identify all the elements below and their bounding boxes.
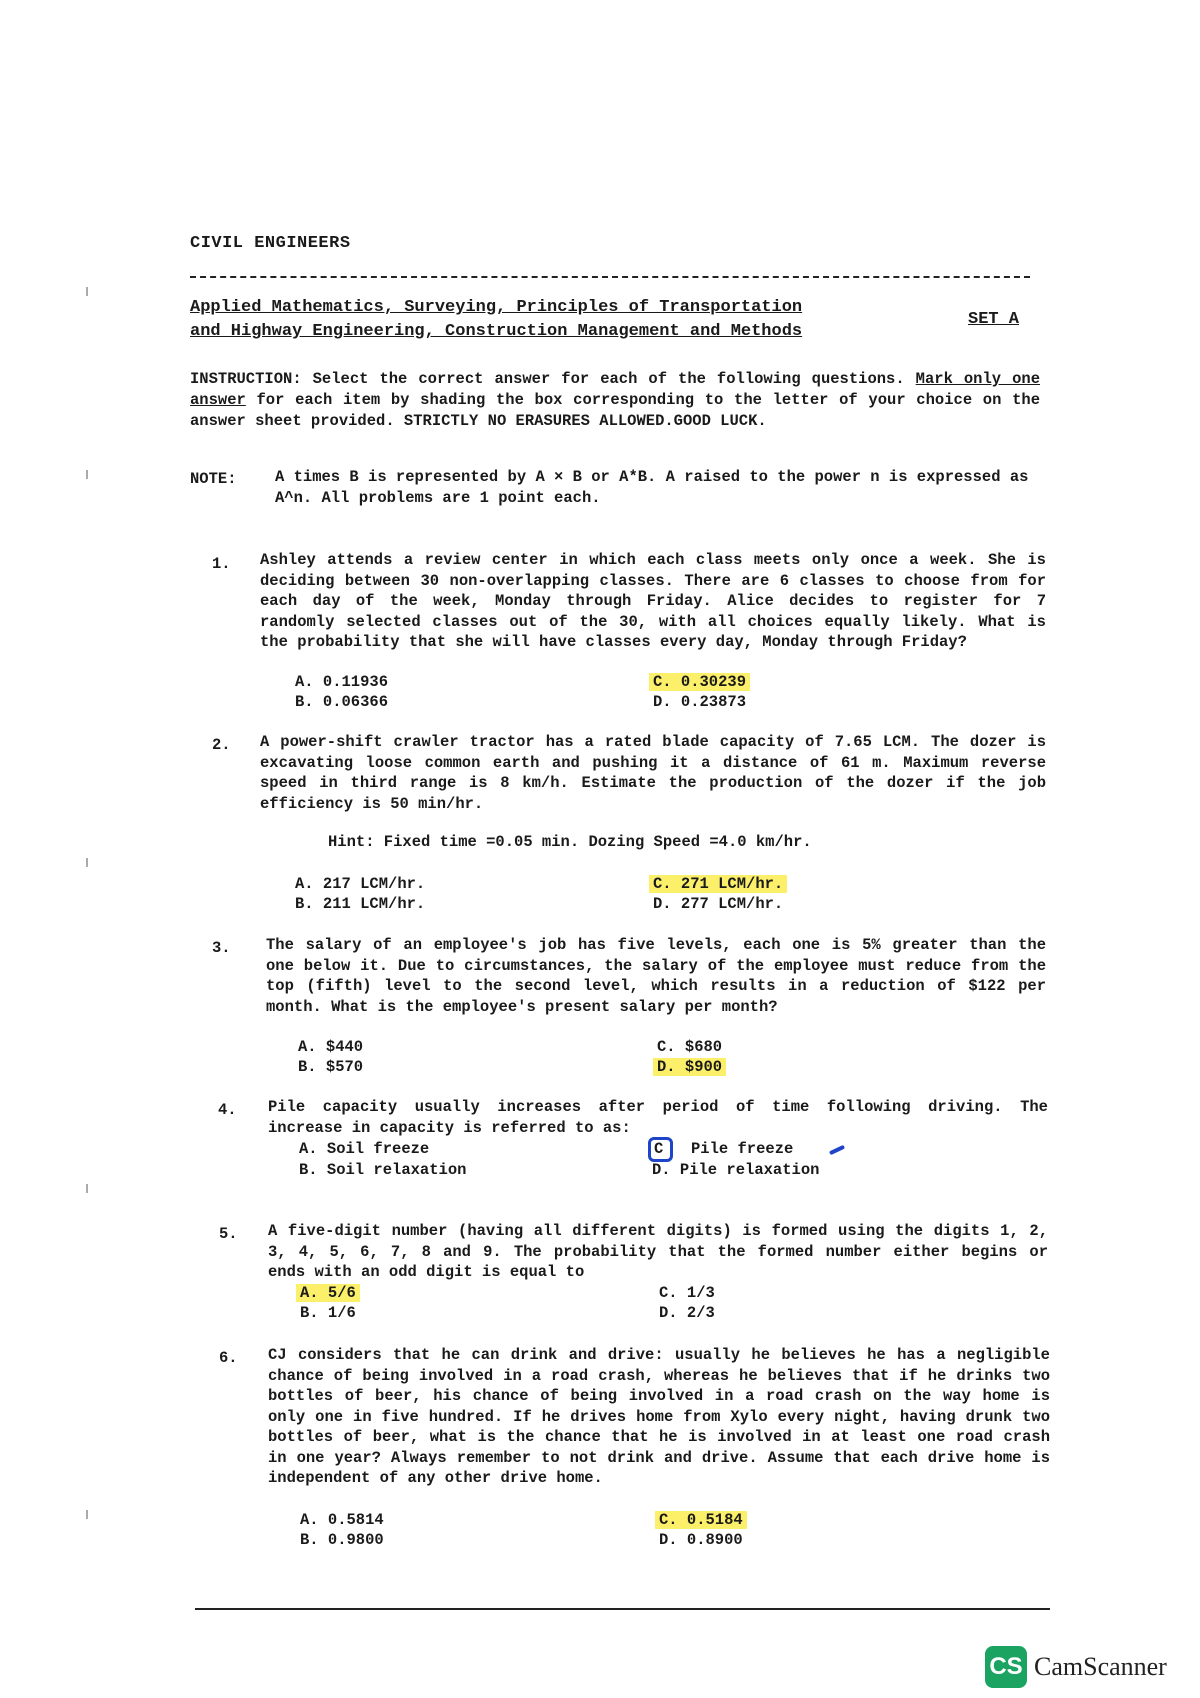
question-text: Pile capacity usually increases after period of time following driving. The increase in capacity is referred to as:: [268, 1098, 1048, 1137]
answer-highlight: D. $900: [653, 1058, 726, 1076]
option-d: D. 0.23873: [653, 693, 747, 711]
question-number: 5.: [219, 1225, 238, 1243]
question-text: A five-digit number (having all different digits) is formed using the digits 1, 2, 3, 4, 5, 6, 7, 8 and 9. The probability that the formed number either begins or ends with an odd digit is equal to: [268, 1222, 1048, 1281]
scan-margin-mark: [86, 470, 88, 479]
option-d: D. 2/3: [659, 1304, 715, 1322]
subject-title: [190, 296, 920, 344]
option-b: B. 0.9800: [300, 1531, 384, 1549]
option-c-highlighted: [653, 874, 787, 894]
option-a: A. Soil freeze: [299, 1140, 430, 1158]
question-number: 2.: [212, 736, 231, 754]
answer-highlight: A. 5/6: [296, 1284, 360, 1302]
option-a: A. 0.5814: [300, 1511, 384, 1529]
option-b: B. Soil relaxation: [299, 1161, 467, 1179]
option-a-highlighted: [300, 1283, 360, 1303]
exam-header: CIVIL ENGINEERS: [190, 234, 351, 253]
instructions: [190, 369, 1040, 432]
bottom-rule: [195, 1608, 1050, 1610]
scan-margin-mark: [86, 1184, 88, 1193]
answer-highlight: C. 0.5184: [655, 1511, 747, 1529]
option-b: B. 1/6: [300, 1304, 356, 1322]
scan-margin-mark: [86, 287, 88, 296]
camscanner-watermark: CamScanner: [1034, 1652, 1167, 1681]
instruction-prefix: INSTRUCTION: Select the correct answer for each of the following questions.: [190, 370, 916, 388]
instruction-suffix: for each item by shading the box corresponding to the letter of your choice on the answer sheet provided. STRICTLY NO ERASURES ALLOWED.GOOD LUCK.: [190, 391, 1040, 430]
option-d-highlighted: [657, 1057, 726, 1077]
question-text: CJ considers that he can drink and drive: usually he believes he has a negligible chance of being involved in a road crash, whereas he believes that if he drinks two bottles of beer, his chance of being involved in a road crash on the way home is only one in five hundred. If he drives home from Xylo every night, having drunk two bottles of beer, what is the chance that he is involved in at least one road crash in one year? Always remember to not drink and drive. Assume that each drive home is independent of any other drive home.: [268, 1346, 1050, 1487]
option-c: C. $680: [657, 1038, 723, 1056]
instruction-underlined: Mark only one answer: [190, 370, 1041, 409]
option-a: A. 0.11936: [295, 673, 389, 691]
option-c-text: Pile freeze: [691, 1140, 794, 1158]
option-d: D. Pile relaxation: [652, 1161, 820, 1179]
answer-highlight: C. 271 LCM/hr.: [649, 875, 787, 893]
set-label: SET A: [968, 310, 1020, 329]
scan-margin-mark: [86, 858, 88, 867]
scan-margin-mark: [86, 1510, 88, 1519]
question-number: 3.: [212, 939, 231, 957]
question-text: A power-shift crawler tractor has a rated blade capacity of 7.65 LCM. The dozer is excavating loose common earth and pushing it a distance of 61 m. Maximum reverse speed in third range is 8 km/h. Estimate the production of the dozer if the job efficiency is 50 min/hr.: [260, 733, 1046, 813]
question-number: 1.: [212, 555, 231, 573]
option-a: A. $440: [298, 1038, 364, 1056]
question-hint: Hint: Fixed time =0.05 min. Dozing Speed =4.0 km/hr.: [328, 833, 812, 851]
option-a: A. 217 LCM/hr.: [295, 875, 426, 893]
pen-check-mark: [829, 1145, 845, 1155]
question-text: The salary of an employee's job has five levels, each one is 5% greater than the one below it. Due to circumstances, the salary of the employee must reduce from the top (fifth) level to the second level, which results in a reduction of $122 per month. What is the employee's present salary per month?: [266, 936, 1046, 1016]
option-c-letter: C: [654, 1140, 664, 1158]
option-d: D. 0.8900: [659, 1531, 743, 1549]
option-b: B. 211 LCM/hr.: [295, 895, 426, 913]
option-c-highlighted: [659, 1510, 747, 1530]
subject-line-2: and Highway Engineering, Construction Management and Methods: [190, 322, 803, 341]
subject-line-1: Applied Mathematics, Surveying, Principles of Transportation: [190, 298, 803, 317]
note-text: A times B is represented by A × B or A*B. A raised to the power n is expressed as A^n. All problems are 1 point each.: [275, 468, 1029, 507]
dashed-divider: [190, 276, 1030, 278]
answer-highlight: C. 0.30239: [649, 673, 750, 691]
question-text: Ashley attends a review center in which each class meets only once a week. She is deciding between 30 non-overlapping classes. There are 6 classes to choose from for each day of the week, Monday through Friday. Alice decides to register for 7 randomly selected classes out of the 30, with all choices equally likely. What is the probability that she will have classes every day, Monday through Friday?: [260, 551, 1046, 651]
option-c: C. 1/3: [659, 1284, 715, 1302]
option-b: B. $570: [298, 1058, 364, 1076]
question-number: 6.: [219, 1349, 238, 1367]
option-c-highlighted: [653, 672, 750, 692]
camscanner-logo-icon: CS: [985, 1646, 1027, 1688]
option-d: D. 277 LCM/hr.: [653, 895, 784, 913]
option-b: B. 0.06366: [295, 693, 389, 711]
question-number: 4.: [218, 1101, 237, 1119]
note-label: NOTE:: [190, 470, 237, 488]
